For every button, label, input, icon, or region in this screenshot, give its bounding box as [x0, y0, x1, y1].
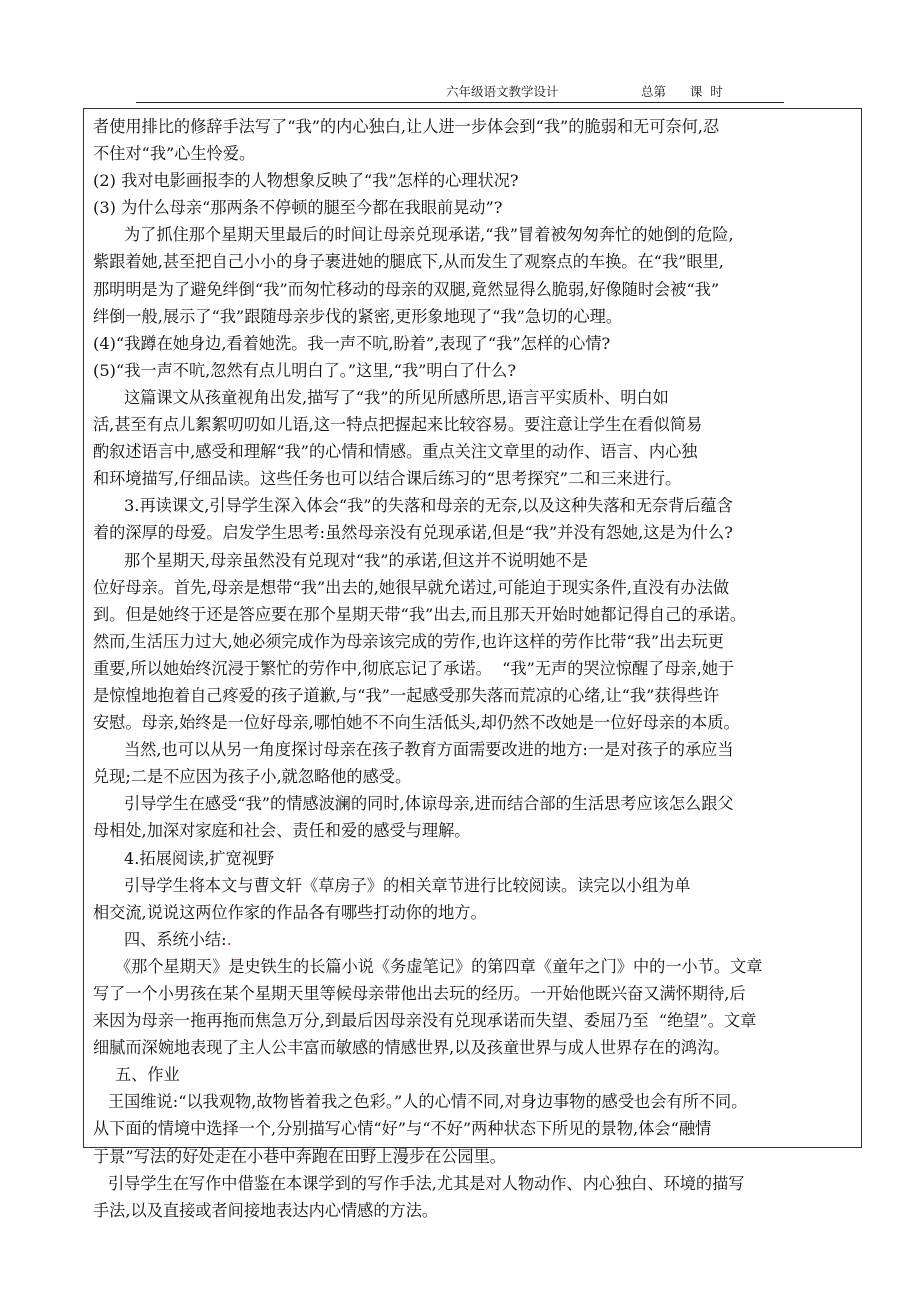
paragraph-line: 酌叙述语言中,感受和理解“我”的心情和情感。重点关注文章里的动作、语言、内心独 — [93, 442, 698, 462]
question-line: (5)“我一声不吭,忽然有点儿明白了。”这里,“我”明白了什么? — [93, 360, 517, 380]
paragraph-line: 着的深厚的母爱。启发学生思考:虽然母亲没有兑现承诺,但是“我”并没有怨她,这是为什么? — [93, 523, 733, 543]
text-line: 者使用排比的修辞手法写了“我”的内心独白,让人进一步体会到“我”的脆弱和无可奈何,忍 — [93, 117, 720, 136]
paragraph-line: 位好母亲。首先,母亲是想带“我”出去的,她很早就允诺过,可能迫于现实条件,直没有办法做 — [93, 577, 730, 597]
answer-line: 那明明是为了避免绊倒“我”而匆忙移动的母亲的双腿,竟然显得么脆弱,好像随时会被“我” — [93, 279, 720, 299]
paragraph-line: 母相处,加深对家庭和社会、责任和爱的感受与理解。 — [93, 821, 471, 841]
paragraph-line: 当然,也可以从另一角度探讨母亲在孩子教育方面需要改进的地方:一是对孩子的承应当 — [124, 740, 734, 760]
homework-line: 从下面的情境中选择一个,分别描写心情“好”与“不好”两种状态下所见的景物,体会“融情 — [93, 1119, 712, 1139]
summary-line: 来因为母亲一拖再拖而焦急万分,到最后因母亲没有兑现承诺而失望、委屈乃至 “绝望”。文章 — [93, 1011, 757, 1031]
lesson-content-box — [83, 108, 862, 1220]
summary-line: 细腻而深婉地表现了主人公丰富而敏感的情感世界,以及孩童世界与成人世界存在的鸿沟。 — [93, 1038, 730, 1058]
section-heading-line — [93, 926, 855, 953]
paragraph-line: 和环境描写,仔细品读。这些任务也可以结合课后练习的“思考探究”二和三来进行。 — [93, 469, 682, 489]
red-mark: . — [226, 929, 232, 949]
section-heading-text: 四、系统小结: — [124, 929, 227, 949]
header-lesson-count: 总第 课 时 — [641, 84, 723, 99]
answer-line: 绊倒一般,展示了“我”跟随母亲步伐的紧密,更形象地现了“我”急切的心理。 — [93, 306, 623, 326]
section-heading-line: 五、作业 — [115, 1065, 180, 1085]
paragraph-line: 安慰。母亲,始终是一位好母亲,哪怕她不不向生活低头,却仍然不改她是一位好母亲的本质。 — [93, 713, 740, 733]
paragraph-line: 活,甚至有点儿絮絮叨叨如儿语,这一特点把握起来比较容易。要注意让学生在看似简易 — [93, 415, 703, 435]
text-line: 不住对“我”心生怜爱。 — [93, 144, 256, 164]
paragraph-line: 重要,所以她始终沉浸于繁忙的劳作中,彻底忘记了承诺。 “我”无声的哭泣惊醒了母亲,她于 — [93, 658, 735, 678]
paragraph-line: 这篇课文从孩童视角出发,描写了“我”的所见所感所思,语言平实质朴、明白如 — [124, 387, 669, 407]
question-line: (4)“我蹲在她身边,看着她洗。我一声不吭,盼着”,表现了“我”怎样的心情? — [93, 333, 611, 353]
paragraph-line: 引导学生将本文与曹文轩《草房子》的相关章节进行比较阅读。读完以小组为单 — [124, 875, 691, 895]
paragraph-line: 是惊惶地抱着自己疼爱的孩子道歉,与“我”一起感受那失落而荒凉的心绪,让“我”获得些许 — [93, 685, 720, 705]
summary-line: 写了一个小男孩在某个星期天里等候母亲带他出去玩的经历。一开始他既兴奋又满怀期待,后 — [93, 984, 746, 1003]
homework-line: 引导学生在写作中借鉴在本课学到的写作手法,尤其是对人物动作、内心独白、环境的描写 — [108, 1173, 745, 1193]
question-line: (3) 为什么母亲“那两条不停顿的腿至今都在我眼前晃动”? — [93, 198, 503, 218]
answer-line: 紫跟着她,甚至把自己小小的身子裹进她的腿底下,从而发生了观察点的车换。在“我”眼里, — [93, 252, 724, 272]
summary-line: 《那个星期天》是史铁生的长篇小说《务虚笔记》的第四章《童年之门》中的一小节。文章 — [115, 956, 763, 976]
homework-line: 手法,以及直接或者间接地表达内心情感的方法。 — [93, 1200, 439, 1220]
page-header — [136, 82, 784, 103]
paragraph-line: 然而,生活压力过大,她必须完成作为母亲该完成的劳作,也许这样的劳作比带“我”出去玩更 — [93, 631, 724, 651]
header-title: 六年级语文教学设计 — [446, 84, 559, 99]
paragraph-line: 引导学生在感受“我”的情感波澜的同时,体谅母亲,进而结合部的生活思考应该怎么跟父 — [124, 794, 734, 814]
answer-line: 为了抓住那个星期天里最后的时间让母亲兑现承诺,“我”冒着被匆匆奔忙的她倒的危险, — [124, 225, 734, 245]
paragraph-line: 相交流,说说这两位作家的作品各有哪些打动你的地方。 — [93, 902, 487, 922]
paragraph-line: 到。但是她终于还是答应要在那个星期天带“我”出去,而且那天开始时她都记得自己的承诺。 — [93, 604, 747, 624]
homework-line: 王国维说:“以我观物,故物皆着我之色彩。”人的心情不同,对身边事物的感受也会有所不同。 — [108, 1092, 748, 1112]
paragraph-line: 兑现;二是不应因为孩子小,就忽略他的感受。 — [93, 767, 412, 787]
step-heading-line: 4.拓展阅读,扩宽视野 — [124, 848, 275, 868]
homework-line: 于景”写法的好处走在小巷中奔跑在田野上漫步在公园里。 — [93, 1146, 506, 1166]
question-line: (2) 我对电影画报李的人物想象反映了“我”怎样的心理状况? — [93, 171, 519, 191]
step-heading-line: 3.再读课文,引导学生深入体会“我”的失落和母亲的无奈,以及这种失落和无奈背后蕴含 — [124, 496, 733, 516]
paragraph-line: 那个星期天,母亲虽然没有兑现对“我”的承诺,但这并不说明她不是 — [124, 550, 588, 570]
